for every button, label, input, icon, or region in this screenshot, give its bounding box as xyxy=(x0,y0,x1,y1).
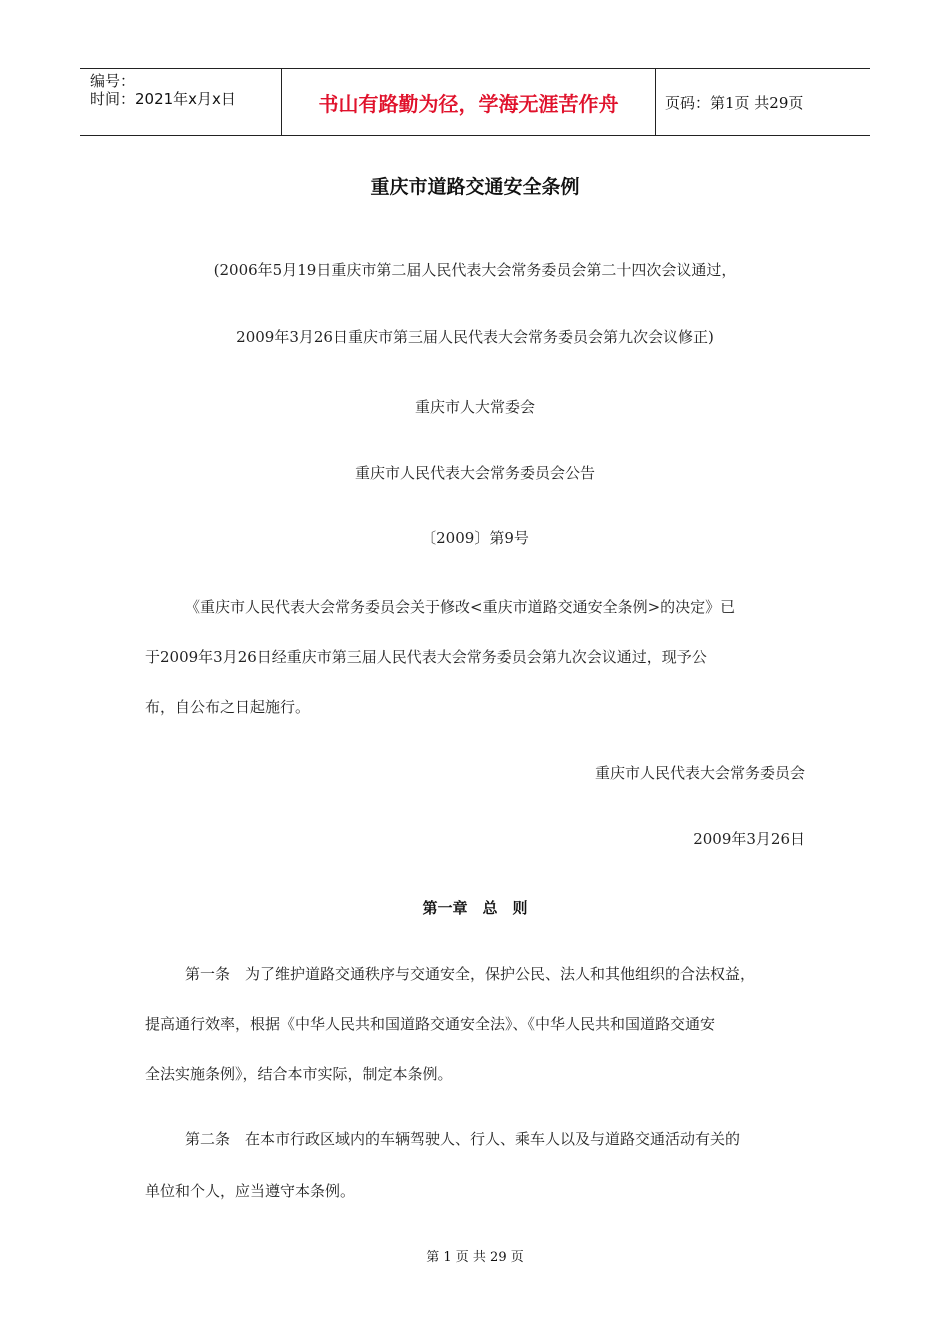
body-line-3: 布，自公布之日起施行。 xyxy=(145,698,311,716)
page-footer: 第 1 页 共 29 页 xyxy=(426,1250,524,1265)
article-1-line-1: 第一条 为了维护道路交通秩序与交通安全，保护公民、法人和其他组织的合法权益， xyxy=(185,965,756,983)
document-time-label: 时间：2021年x月x日 xyxy=(90,90,236,108)
announcement-number: 〔2009〕第9号 xyxy=(421,529,529,547)
body-line-2: 于2009年3月26日经重庆市第三届人民代表大会常务委员会第九次会议通过，现予公 xyxy=(145,648,707,666)
page-header xyxy=(80,68,870,136)
signature: 重庆市人民代表大会常务委员会 xyxy=(594,764,805,782)
body-line-1: 《重庆市人民代表大会常务委员会关于修改<重庆市道路交通安全条例>的决定》已 xyxy=(185,598,736,616)
document-title: 重庆市道路交通安全条例 xyxy=(370,176,580,198)
subtitle-line-1: (2006年5月19日重庆市第二届人民代表大会常务委员会第二十四次会议通过， xyxy=(213,261,737,279)
header-motto: 书山有路勤为径，学海无涯苦作舟 xyxy=(282,69,656,135)
chapter-heading: 第一章 总 则 xyxy=(422,899,528,917)
document-number-label: 编号： xyxy=(90,72,136,90)
signature-date: 2009年3月26日 xyxy=(693,830,805,848)
announcement-heading: 重庆市人民代表大会常务委员会公告 xyxy=(354,464,595,482)
article-2-line-2: 单位和个人，应当遵守本条例。 xyxy=(145,1182,356,1200)
article-2-line-1: 第二条 在本市行政区域内的车辆驾驶人、行人、乘车人以及与道路交通活动有关的 xyxy=(185,1130,741,1148)
header-meta xyxy=(80,69,282,135)
issuer: 重庆市人大常委会 xyxy=(414,398,535,416)
article-1-line-3: 全法实施条例》，结合本市实际，制定本条例。 xyxy=(145,1065,453,1083)
header-page-info: 页码：第1页 共29页 xyxy=(665,93,804,112)
subtitle-line-2: 2009年3月26日重庆市第三届人民代表大会常务委员会第九次会议修正) xyxy=(236,328,714,346)
article-1-line-2: 提高通行效率，根据《中华人民共和国道路交通安全法》、《中华人民共和国道路交通安 xyxy=(145,1015,716,1033)
